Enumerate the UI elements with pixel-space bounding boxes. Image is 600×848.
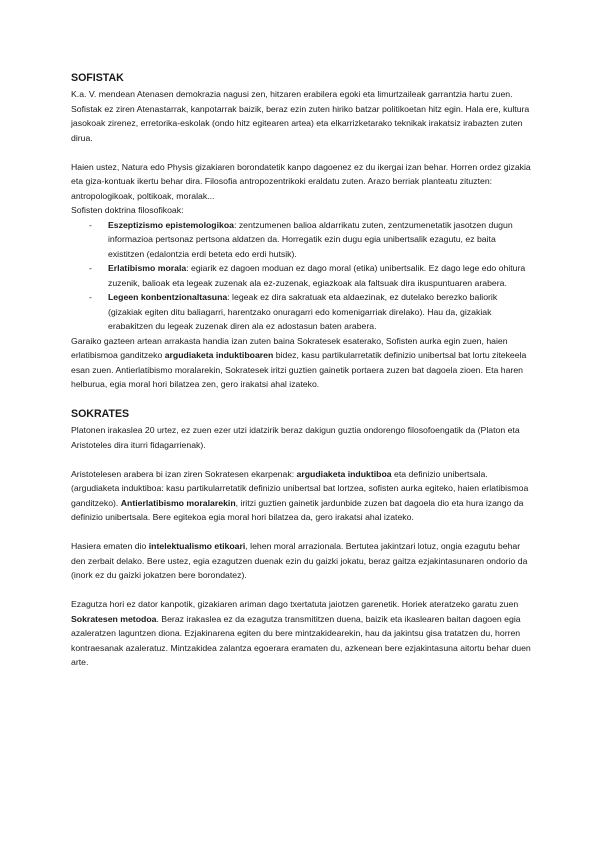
doctrine-text: : egiarik ez dagoen moduan ez dago moral (etika) unibertsalik. Ez dago lege edo ohitura zuzenik, balioak eta legeak zuzenak ala ez-zuzenak, egiazkoak ala faltsuak dira ikuspuntuaren arabera.: [108, 263, 526, 288]
sokrates-paragraph-1: Platonen irakaslea 20 urtez, ez zuen ezer utzi idatzirik beraz dakigun guztia ondorengo filosofoengatik da (Platon eta Aristoteles dira iturri fidagarrienak).: [71, 425, 520, 450]
doctrine-item: [71, 218, 533, 262]
sofistak-paragraph-3: Sofisten doktrina filosofikoak:: [71, 205, 184, 215]
section-title-sokrates: SOKRATES: [71, 408, 130, 420]
section-title-sofistak: SOFISTAK: [71, 72, 124, 84]
bold-run: argudiaketa induktiboa: [296, 468, 392, 479]
text-run: Aristotelesen arabera bi izan ziren Sokratesen ekarpenak:: [71, 468, 297, 479]
text-run: eta definizio unibertsala. (argudiaketa induktiboa: kasu partikularretatik definizio unibertsal bat lortzea, sofisten aurka egiteko, haien erlatibismoa ganditzeko).: [71, 468, 529, 508]
list-dash: -: [89, 219, 92, 230]
doctrine-text: : zentzumenen balioa aldarrikatu zuten, zentzumenetatik jasotzen dugun informazioa pertsonaz pertsona aldatzen da. Horregatik ezin dugu egia unibertsalik ezagutu, ez baita existitzen (edalontzia erdi beteta edo erdi hutsik).: [108, 219, 513, 259]
doctrine-term: Legeen konbentzionaltasuna: [108, 292, 228, 302]
sokrates-paragraph-3: [71, 539, 533, 583]
text-run: Garaiko gazteen artean arrakasta handia izan zuten baina Sokratesek esaterako, Sofisten aurka egin zuen, haien erlatibismoa ganditzeko: [71, 335, 508, 360]
document-page: [71, 70, 533, 670]
text-run: Hasiera ematen dio: [71, 541, 149, 551]
text-run: , lehen moral arrazionala. Bertutea jakintzari lotuz, ongia ezagutu behar den zerbait delako. Bere ustez, egia ezagutzen duenak ezin du gaizki jokatu, beraz gaitza ezjakintasunaren ondorio da (inork ez du gaizki jokatzen bere borondatez).: [71, 541, 528, 580]
doctrine-term: Eszeptizismo epistemologikoa: [108, 219, 234, 230]
sofistak-paragraph-1: K.a. V. mendean Atenasen demokrazia nagusi zen, hitzaren erabilera egoki eta limurtzaileak garrantzia hartu zuen. Sofistak ez ziren Atenastarrak, kanpotarrak baizik, beraz ezin zuten hiriko batzar politikoetan hitz egin. Hala ere, kultura jasokoak zirenez, erretorika-eskolak (ondo hitz egitearen artea) eta elkarrizketarako teknikak irakatsiz irabazten zuten dirua.: [71, 89, 530, 143]
bold-run: Antierlatibismo moralarekin: [120, 497, 236, 508]
doctrine-text: : legeak ez dira sakratuak eta aldaezinak, ez dutelako berezko baliorik (gizakiak egiten ditu baliagarri, harentzako onuragarri edo komenigarriak direlako). Hau da, gizakiak erabakitzen du legeak zuzenak diren ala ez adostasun baten arabera.: [108, 292, 498, 331]
doctrine-term: Erlatibismo morala: [108, 263, 187, 273]
bold-run: argudiaketa induktiboaren: [164, 350, 274, 360]
text-run: , iritzi guztien gainetik jardunbide zuzen bat dagoela dio eta hura izango da definizio unibertsala. Bere egitekoa egia moral hori bilatzea da, gero irakatsi ahal izateko.: [71, 497, 524, 522]
doctrine-item: [71, 261, 533, 290]
sofistak-paragraph-2: Haien ustez, Natura edo Physis gizakiaren borondatetik kanpo dagoenez ez du ikergai izan behar. Horren ordez gizakia eta giza-kontuak ikertu behar dira. Filosofia antropozentrikoki eraldatu zuten. Arazo berriak planteatu zituzten: antropologikoak, poltikoak, moralak...: [71, 161, 531, 201]
bold-run: Sokratesen metodoa: [71, 613, 157, 624]
doctrine-item: [71, 290, 533, 334]
text-run: . Beraz irakaslea ez da ezagutza transmititzen duena, baizik eta ikaslearen baitan dagoen egia azaleratzen laguntzen diona. Ezjakinarena egiten du bere mintzakidearekin, hau da jakintsu gisa tratatzen du, horren kontraesanak azaleratuz. Mintzakidea zalantza egoerara eramaten du, azkenean bere ezjakintasuna aitortu behar duen arte.: [71, 613, 531, 667]
list-dash: -: [89, 263, 92, 273]
doctrine-list: [71, 218, 533, 334]
sofistak-paragraph-4: [71, 334, 533, 392]
sokrates-paragraph-4: [71, 597, 533, 670]
bold-run: intelektualismo etikoari: [148, 541, 246, 551]
list-dash: -: [89, 292, 92, 302]
sokrates-paragraph-2: [71, 467, 533, 525]
text-run: bidez, kasu partikularretatik definizio unibertsal bat lortu zitekeela esan zuen. Antierlatibismo moralarekin, Sokratesek iritzi guztien gainetik portaera zuzen bat dagoela zioen. Eta haren helburua, egia moral hori bilatzea zen, gero irakatsi ahal izateko.: [71, 350, 527, 389]
text-run: Ezagutza hori ez dator kanpotik, gizakiaren ariman dago txertatuta jaiotzen garenetik. Horiek ateratzeko garatu zuen: [71, 599, 519, 609]
